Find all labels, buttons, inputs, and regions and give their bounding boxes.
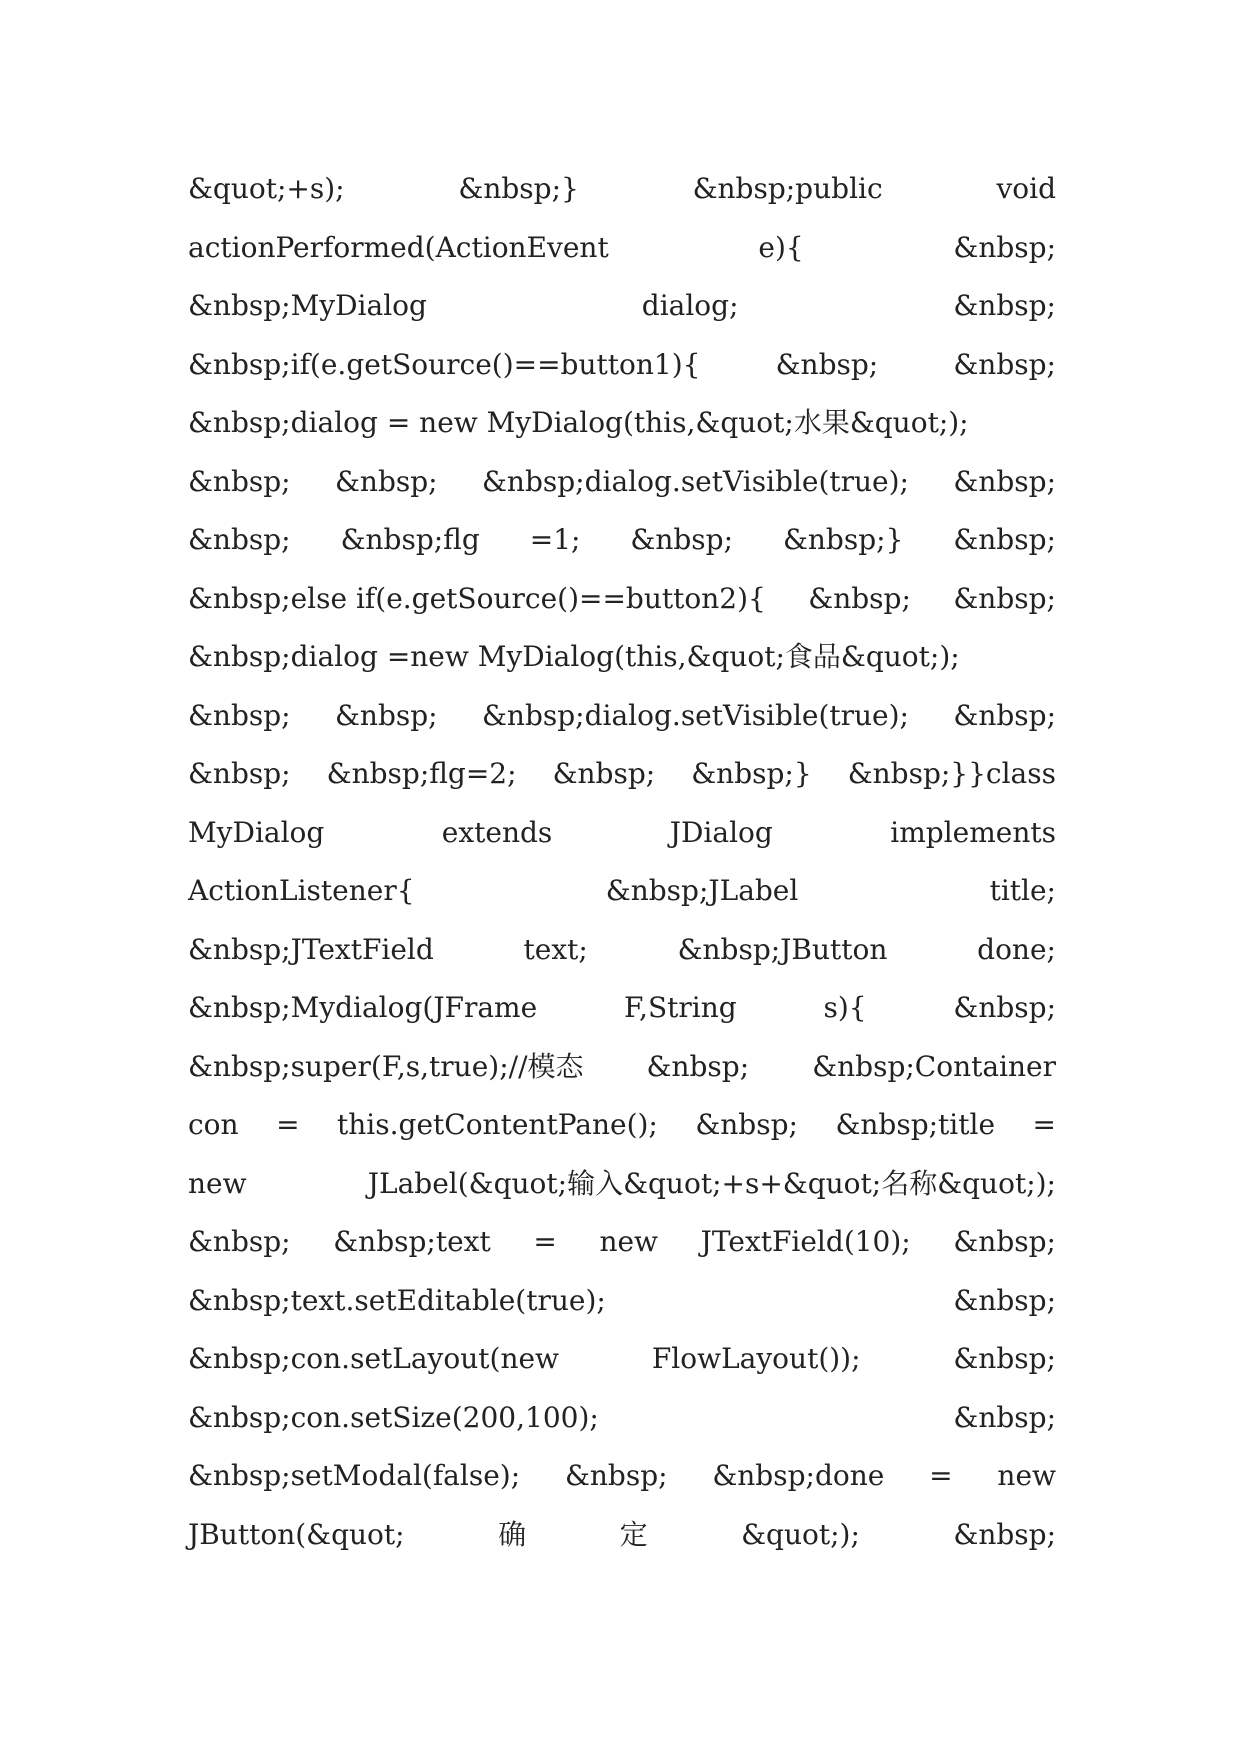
text-token: ActionListener{ [188, 874, 415, 907]
text-token: &nbsp; [630, 523, 734, 556]
text-token: con [188, 1108, 239, 1141]
text-token: &nbsp;dialog =new MyDialog(this,&quot;食品&quot;); [188, 640, 960, 673]
text-token: &nbsp; [953, 991, 1056, 1024]
text-token: &nbsp; [953, 347, 1056, 381]
text-line [188, 1330, 1056, 1389]
text-line [188, 804, 1056, 863]
text-token: = [929, 1459, 953, 1492]
text-token: &nbsp; [953, 1283, 1056, 1317]
text-line [188, 1155, 1056, 1214]
text-token: &nbsp;flg [340, 523, 480, 556]
text-line [188, 336, 1056, 395]
text-token: &nbsp;JTextField [188, 932, 434, 966]
text-token: &nbsp; [188, 757, 291, 790]
text-token: JTextField(10); [700, 1225, 911, 1258]
text-token: extends [441, 815, 553, 849]
text-token: MyDialog [188, 815, 325, 849]
text-token: new [188, 1166, 247, 1200]
text-token: dialog; [641, 289, 739, 322]
text-token: &nbsp;text [333, 1225, 491, 1258]
text-token: &nbsp;}}class [847, 757, 1056, 790]
text-token: this.getContentPane(); [337, 1108, 658, 1141]
text-token: &nbsp;con.setLayout(new [188, 1342, 560, 1375]
text-line [188, 394, 1056, 453]
text-token: &nbsp; [953, 523, 1056, 556]
text-token: &nbsp; [953, 289, 1056, 322]
text-token: &nbsp; [188, 1225, 291, 1258]
text-token: implements [890, 815, 1056, 849]
text-token: &nbsp;} [458, 172, 579, 205]
text-token: &nbsp; [188, 698, 291, 732]
text-token: FlowLayout()); [651, 1342, 861, 1375]
text-token: &nbsp; [564, 1459, 668, 1492]
text-token: &nbsp;JLabel [605, 874, 799, 907]
text-token: &nbsp; [953, 1517, 1056, 1551]
text-line [188, 511, 1056, 570]
text-line [188, 1272, 1056, 1331]
text-token: &nbsp;dialog = new MyDialog(this,&quot;水果&quot;); [188, 406, 969, 439]
text-token: void [996, 172, 1056, 205]
text-line [188, 1213, 1056, 1272]
text-token: JButton(&quot; [188, 1517, 405, 1551]
text-line [188, 1096, 1056, 1155]
text-token: &nbsp; [953, 1225, 1056, 1258]
text-token: &nbsp;if(e.getSource()==button1){ [188, 347, 701, 381]
text-token: &nbsp; [953, 1400, 1056, 1434]
text-line [188, 628, 1056, 687]
text-token: F,String [623, 991, 737, 1024]
text-line [188, 687, 1056, 746]
text-line [188, 219, 1056, 278]
text-token: JLabel(&quot;输入&quot;+s+&quot;名称&quot;); [367, 1166, 1056, 1200]
text-token: new [599, 1225, 659, 1258]
text-token: &quot;); [741, 1517, 860, 1551]
text-token: &nbsp;JButton [677, 932, 888, 966]
text-token: &nbsp; [775, 347, 879, 381]
text-token: JDialog [669, 815, 773, 849]
text-token: &nbsp; [808, 581, 911, 615]
text-line [188, 1038, 1056, 1097]
text-line [188, 277, 1056, 336]
text-token: &nbsp;setModal(false); [188, 1459, 521, 1492]
text-token: &nbsp; [552, 757, 656, 790]
text-token: &nbsp; [646, 1049, 750, 1083]
text-line [188, 745, 1056, 804]
text-token: &nbsp; [188, 464, 291, 498]
text-token: &nbsp;done [712, 1459, 885, 1492]
text-token: &nbsp;title [835, 1108, 996, 1141]
text-token: &nbsp; [953, 698, 1056, 732]
text-token: e){ [758, 230, 804, 264]
text-token: &nbsp;dialog.setVisible(true); [482, 698, 909, 732]
text-token: = [276, 1108, 300, 1141]
text-token: = [533, 1225, 557, 1258]
text-line [188, 1447, 1056, 1506]
text-token: =1; [529, 523, 581, 556]
text-line [188, 862, 1056, 921]
text-token: &nbsp;Mydialog(JFrame [188, 991, 538, 1024]
text-token: &nbsp;super(F,s,true);//模态 [188, 1049, 584, 1083]
text-token: &nbsp; [953, 230, 1056, 264]
text-token: &nbsp;Container [812, 1049, 1056, 1083]
text-token: done; [977, 932, 1056, 966]
text-token: &nbsp;con.setSize(200,100); [188, 1400, 599, 1434]
text-token: &nbsp;} [691, 757, 812, 790]
text-token: &nbsp; [953, 464, 1056, 498]
text-token: &nbsp;flg=2; [326, 757, 517, 790]
text-line [188, 1506, 1056, 1565]
text-token: 定 [619, 1517, 648, 1551]
text-line [188, 921, 1056, 980]
text-token: actionPerformed(ActionEvent [188, 230, 609, 264]
text-token: &nbsp;MyDialog [188, 289, 427, 322]
text-token: &nbsp; [953, 1342, 1056, 1375]
text-token: &nbsp;text.setEditable(true); [188, 1283, 606, 1317]
text-token: &nbsp;dialog.setVisible(true); [482, 464, 909, 498]
text-token: &nbsp; [335, 464, 438, 498]
text-token: 确 [498, 1517, 527, 1551]
text-line [188, 570, 1056, 629]
text-line [188, 453, 1056, 512]
text-token: new [997, 1459, 1056, 1492]
text-token: s){ [823, 991, 867, 1024]
text-token: = [1032, 1108, 1056, 1141]
text-token: &nbsp;public [692, 172, 883, 205]
text-line [188, 160, 1056, 219]
text-token: &quot;+s); [188, 172, 345, 205]
text-token: &nbsp;else if(e.getSource()==button2){ [188, 581, 766, 615]
text-token: &nbsp; [695, 1108, 798, 1141]
code-text-block [188, 160, 1056, 1564]
text-token: &nbsp;} [782, 523, 904, 556]
text-token: &nbsp; [335, 698, 438, 732]
text-token: &nbsp; [188, 523, 291, 556]
text-token: text; [523, 932, 588, 966]
text-token: &nbsp; [953, 581, 1056, 615]
text-token: title; [989, 874, 1056, 907]
text-line [188, 1389, 1056, 1448]
text-line [188, 979, 1056, 1038]
